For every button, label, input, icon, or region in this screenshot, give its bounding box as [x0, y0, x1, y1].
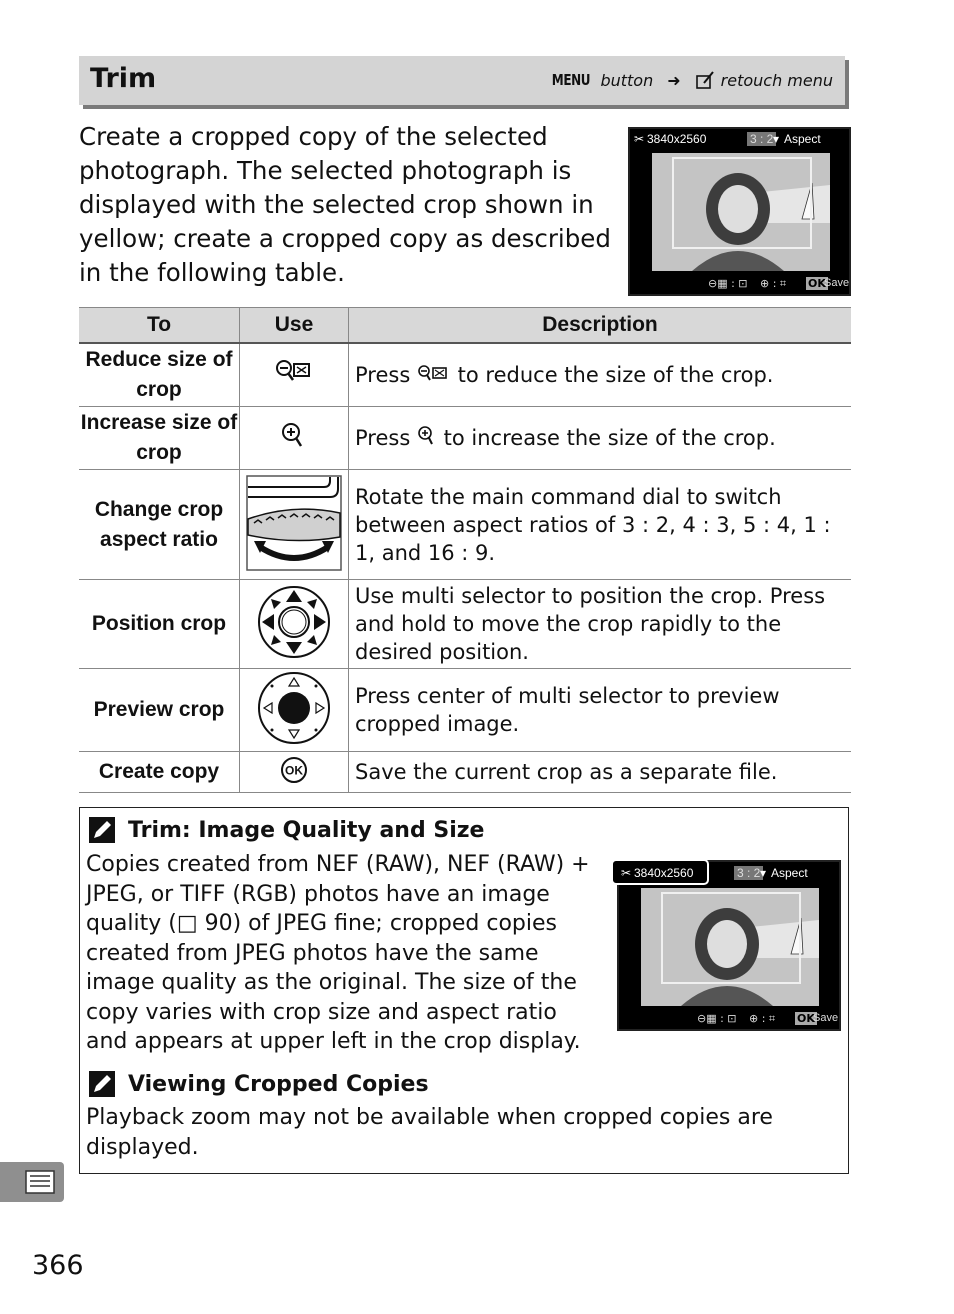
row-action: Preview crop [79, 669, 240, 752]
table-row [79, 580, 851, 669]
row-description: Press center of multi selector to preview cropped image. [349, 669, 852, 752]
photo-preview [641, 888, 819, 1006]
aspect-ratio-badge: 3 : 2 [747, 132, 776, 146]
ok-button-icon: OK [808, 277, 826, 290]
desc-before: Press [355, 426, 411, 450]
row-control [240, 752, 349, 793]
row-control [240, 470, 349, 580]
aspect-ratio-badge: 3 : 2 [734, 866, 763, 880]
camera-trim-screen [628, 127, 851, 296]
row-description [349, 407, 852, 470]
screen-bottom-bar [619, 1009, 839, 1029]
screen-top-bar [630, 129, 849, 151]
scissors-icon: ✂ [634, 132, 645, 146]
note-pencil-icon [88, 816, 116, 844]
desc-before: Press [355, 363, 411, 387]
arrow-icon: ➜ [667, 70, 681, 90]
intro-paragraph: Create a cropped copy of the selected photograph. The selected photograph is displayed with the selected crop shown in yellow; create a cropped copy as described in the following table. [79, 122, 611, 287]
retouch-menu-text: retouch menu [720, 70, 833, 90]
row-action: Position crop [79, 580, 240, 669]
row-control [240, 407, 349, 470]
dial-icon: ▾ [773, 132, 780, 146]
multi-selector-icon [256, 584, 332, 660]
multi-selector-center-icon [256, 670, 332, 746]
column-header-use: Use [240, 308, 349, 344]
zoom-in-icon: ⊕ : ⌗ [760, 277, 787, 290]
save-label: Save [824, 277, 850, 289]
table-header-row [79, 308, 851, 344]
table-row [79, 407, 851, 470]
menu-button-label: MENU [551, 71, 590, 89]
column-header-description: Description [349, 308, 852, 344]
camera-trim-screen-size-highlight [617, 860, 841, 1031]
svg-text:OK: OK [285, 763, 303, 778]
table-row [79, 343, 851, 407]
section-header [79, 56, 845, 105]
row-action: Create copy [79, 752, 240, 793]
photo-preview [652, 153, 830, 271]
note-title [88, 816, 484, 844]
crop-frame [661, 892, 801, 984]
aspect-label: Aspect [771, 866, 808, 880]
zoom-in-icon [280, 421, 308, 451]
retouch-section-tab [0, 1162, 64, 1202]
zoom-out-thumbnail-icon: ⊖▦ : ⊡ [697, 1012, 737, 1025]
ok-button-icon: OK [797, 1012, 815, 1025]
crop-frame [672, 157, 812, 249]
note-body: Copies created from NEF (RAW), NEF (RAW) + JPEG, or TIFF (RGB) photos have an image quality (□ 90) of JPEG fine; cropped copies created from JPEG photos have the same image quality as the original. The size of the copy varies with crop size and aspect ratio and appears at upper left in the crop display. [86, 852, 590, 1054]
row-action: Reduce size of crop [79, 343, 240, 407]
table-row [79, 752, 851, 793]
note-body: Playback zoom may not be available when cropped copies are displayed. [86, 1105, 773, 1160]
zoom-in-icon: ⊕ : ⌗ [749, 1012, 776, 1025]
note-pencil-icon [88, 1070, 116, 1098]
button-text: button [600, 70, 654, 90]
row-description: Save the current crop as a separate file. [349, 752, 852, 793]
row-control [240, 669, 349, 752]
menu-path [547, 70, 833, 90]
retouch-menu-icon [0, 1162, 64, 1202]
note-title [88, 1070, 429, 1098]
ok-button-icon [280, 756, 308, 784]
screen-top-bar [619, 862, 839, 884]
screen-bottom-bar [630, 274, 849, 294]
zoom-out-thumbnail-icon [274, 358, 314, 388]
aspect-label: Aspect [784, 132, 821, 146]
row-description [349, 343, 852, 407]
crop-size: 3840x2560 [647, 132, 707, 146]
scissors-icon: ✂ [621, 866, 632, 880]
zoom-in-icon [417, 425, 437, 447]
row-description: Use multi selector to position the crop. Press and hold to move the crop rapidly to the desired position. [349, 580, 852, 669]
table-row [79, 470, 851, 580]
row-action: Change crop aspect ratio [79, 470, 240, 580]
row-control [240, 343, 349, 407]
desc-after: to reduce the size of the crop. [457, 363, 774, 387]
page-number: 366 [32, 1250, 84, 1281]
table-row [79, 669, 851, 752]
command-dial-icon [246, 475, 342, 571]
zoom-out-thumbnail-icon [417, 364, 451, 384]
row-description: Rotate the main command dial to switch between aspect ratios of 3 : 2, 4 : 3, 5 : 4, 1 : 1, and 16 : 9. [349, 470, 852, 580]
note-title-text: Viewing Cropped Copies [128, 1071, 429, 1097]
page-title: Trim [90, 63, 157, 94]
column-header-to: To [79, 308, 240, 344]
desc-after: to increase the size of the crop. [443, 426, 776, 450]
row-control [240, 580, 349, 669]
row-action: Increase size of crop [79, 407, 240, 470]
dial-icon: ▾ [760, 866, 767, 880]
note-title-text: Trim: Image Quality and Size [128, 817, 485, 843]
operations-table [79, 307, 851, 793]
crop-size: 3840x2560 [634, 866, 694, 880]
save-label: Save [813, 1012, 839, 1024]
zoom-out-thumbnail-icon: ⊖▦ : ⊡ [708, 277, 748, 290]
retouch-menu-icon [695, 70, 715, 90]
